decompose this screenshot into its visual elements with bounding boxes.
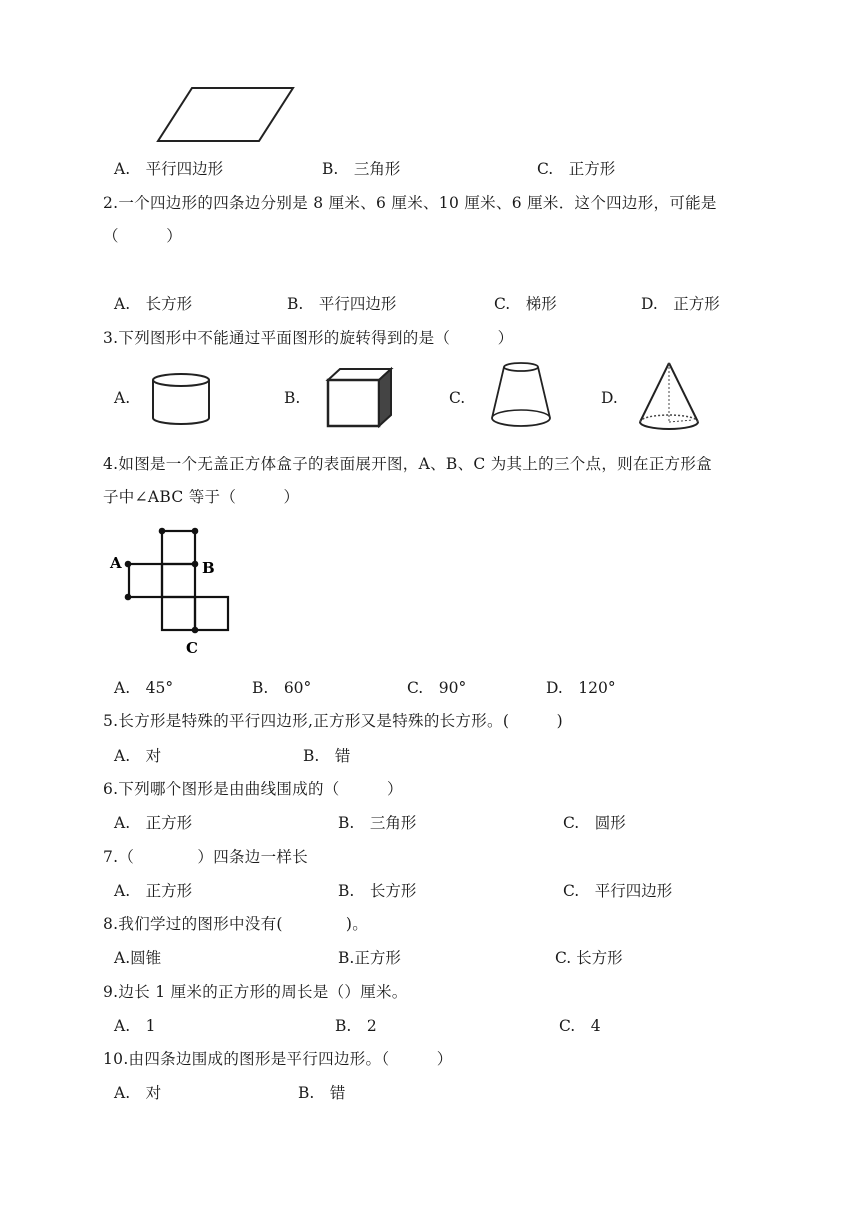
q2-option-a[interactable]: A. 长方形 [114, 295, 193, 313]
question-5-text: 5.长方形是特殊的平行四边形,正方形又是特殊的长方形。( ) [103, 712, 563, 730]
q4-option-c[interactable]: C. 90° [407, 679, 467, 697]
top-option-c[interactable]: C. 正方形 [537, 160, 616, 178]
frustum-icon [488, 360, 554, 432]
q5-option-b[interactable]: B. 错 [303, 747, 351, 765]
q10-option-a[interactable]: A. 对 [114, 1084, 162, 1102]
net-label-a: A [110, 554, 122, 572]
cone-icon [635, 360, 705, 434]
q9-option-c[interactable]: C. 4 [559, 1017, 601, 1035]
q7-option-c[interactable]: C. 平行四边形 [563, 882, 673, 900]
net-label-c: C [186, 639, 198, 657]
question-6-text: 6.下列哪个图形是由曲线围成的（ ） [103, 780, 403, 798]
question-7-text: 7.（ ）四条边一样长 [103, 848, 308, 866]
question-9-text: 9.边长 1 厘米的正方形的周长是（）厘米。 [103, 983, 408, 1001]
q3-option-d[interactable]: D. [601, 389, 618, 407]
question-3-text: 3.下列图形中不能通过平面图形的旋转得到的是（ ） [103, 329, 514, 347]
top-option-a[interactable]: A. 平行四边形 [114, 160, 224, 178]
q5-option-a[interactable]: A. 对 [114, 747, 162, 765]
parallelogram-figure [155, 85, 300, 145]
net-label-b: B [202, 559, 215, 577]
q4-option-d[interactable]: D. 120° [546, 679, 616, 697]
q6-option-a[interactable]: A. 正方形 [114, 814, 193, 832]
q8-option-b[interactable]: B.正方形 [338, 949, 401, 967]
q2-option-b[interactable]: B. 平行四边形 [287, 295, 397, 313]
top-option-b[interactable]: B. 三角形 [322, 160, 401, 178]
q8-option-a[interactable]: A.圆锥 [114, 949, 162, 967]
q7-option-b[interactable]: B. 长方形 [338, 882, 417, 900]
q9-option-a[interactable]: A. 1 [114, 1017, 156, 1035]
q3-option-c[interactable]: C. [449, 389, 466, 407]
q3-option-a[interactable]: A. [114, 389, 131, 407]
q2-option-c[interactable]: C. 梯形 [494, 295, 557, 313]
question-8-text: 8.我们学过的图形中没有( )。 [103, 915, 369, 933]
q7-option-a[interactable]: A. 正方形 [114, 882, 193, 900]
cylinder-icon [150, 372, 214, 428]
q10-option-b[interactable]: B. 错 [298, 1084, 346, 1102]
q9-option-b[interactable]: B. 2 [335, 1017, 377, 1035]
q2-option-d[interactable]: D. 正方形 [641, 295, 720, 313]
q4-option-a[interactable]: A. 45° [114, 679, 174, 697]
q3-option-b[interactable]: B. [284, 389, 301, 407]
question-4-text-cont: 子中∠ABC 等于（ ） [103, 488, 300, 506]
cube-icon [325, 366, 395, 430]
cube-net-figure [105, 524, 235, 659]
q6-option-b[interactable]: B. 三角形 [338, 814, 417, 832]
q4-option-b[interactable]: B. 60° [252, 679, 312, 697]
question-10-text: 10.由四条边围成的图形是平行四边形。（ ） [103, 1050, 453, 1068]
question-4-text: 4.如图是一个无盖正方体盒子的表面展开图，A、B、C 为其上的三个点，则在正方形盒 [103, 455, 712, 473]
q6-option-c[interactable]: C. 圆形 [563, 814, 626, 832]
q8-option-c[interactable]: C. 长方形 [555, 949, 623, 967]
question-2-paren: （ ） [103, 227, 183, 245]
question-2-text: 2.一个四边形的四条边分别是 8 厘米、6 厘米、10 厘米、6 厘米．这个四边形，可能是 [103, 194, 717, 212]
